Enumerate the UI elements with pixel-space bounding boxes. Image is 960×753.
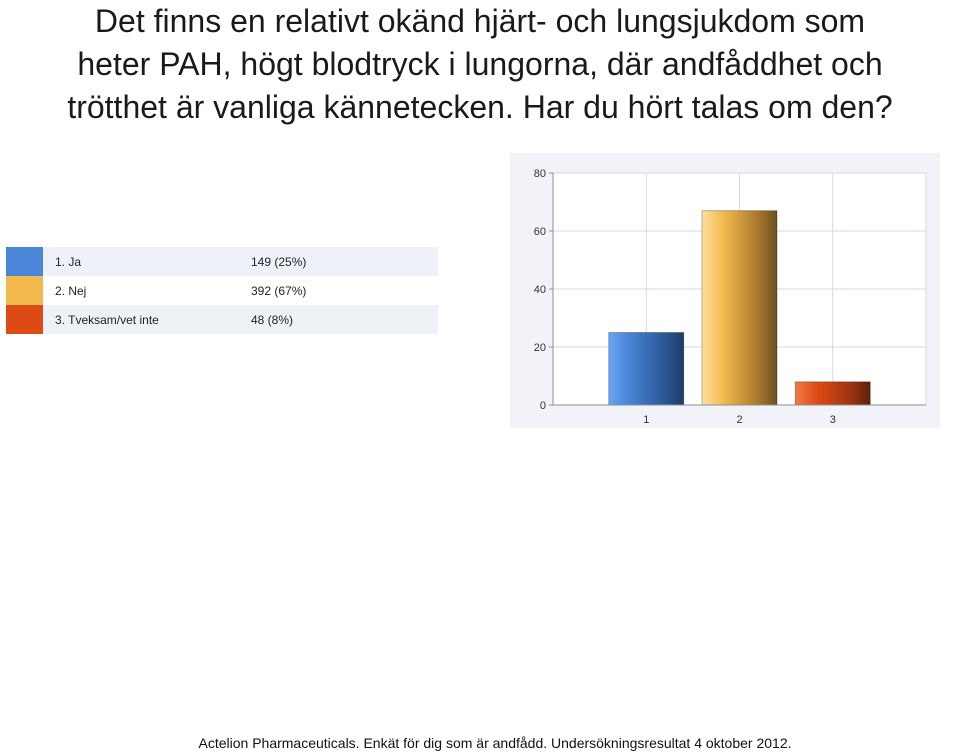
legend-label-3: 3. Tveksam/vet inte [55,312,159,327]
legend-label-2: 2. Nej [55,283,87,298]
bar-chart [510,153,940,428]
legend-row-1 [6,247,438,276]
legend-swatch-1 [6,247,43,276]
legend-swatch-2 [6,276,43,305]
y-tick-label: 0 [539,400,546,412]
x-tick-label: 2 [736,414,743,426]
legend-row-3 [6,305,438,334]
y-tick-label: 40 [533,284,546,296]
title-line-2: heter PAH, högt blodtryck i lungorna, där andfåddhet och [77,46,883,82]
legend-row-2 [6,276,438,305]
title-line-1: Det finns en relativt okänd hjärt- och lungsjukdom som [94,3,866,39]
legend-value-2: 392 (67%) [251,283,307,298]
y-tick-label: 80 [533,168,546,180]
x-tick-label: 3 [829,414,836,426]
y-tick-label: 20 [533,342,546,354]
legend-value-3: 48 (8%) [251,312,294,327]
legend-value-1: 149 (25%) [251,254,307,269]
legend-label-1: 1. Ja [55,254,82,269]
legend-table [6,247,438,334]
legend-swatch-3 [6,305,43,334]
bar-2 [702,211,777,405]
footer-caption: Actelion Pharmaceuticals. Enkät för dig som är andfådd. Undersökningsresultat 4 oktober 2012. [198,735,792,751]
bar-1 [609,333,684,406]
title-line-3: trötthet är vanliga kännetecken. Har du hört talas om den? [67,89,893,125]
page-title [0,0,960,129]
bar-3 [795,382,870,405]
x-tick-label: 1 [643,414,650,426]
y-tick-label: 60 [533,226,546,238]
bar-chart-svg [510,153,940,428]
